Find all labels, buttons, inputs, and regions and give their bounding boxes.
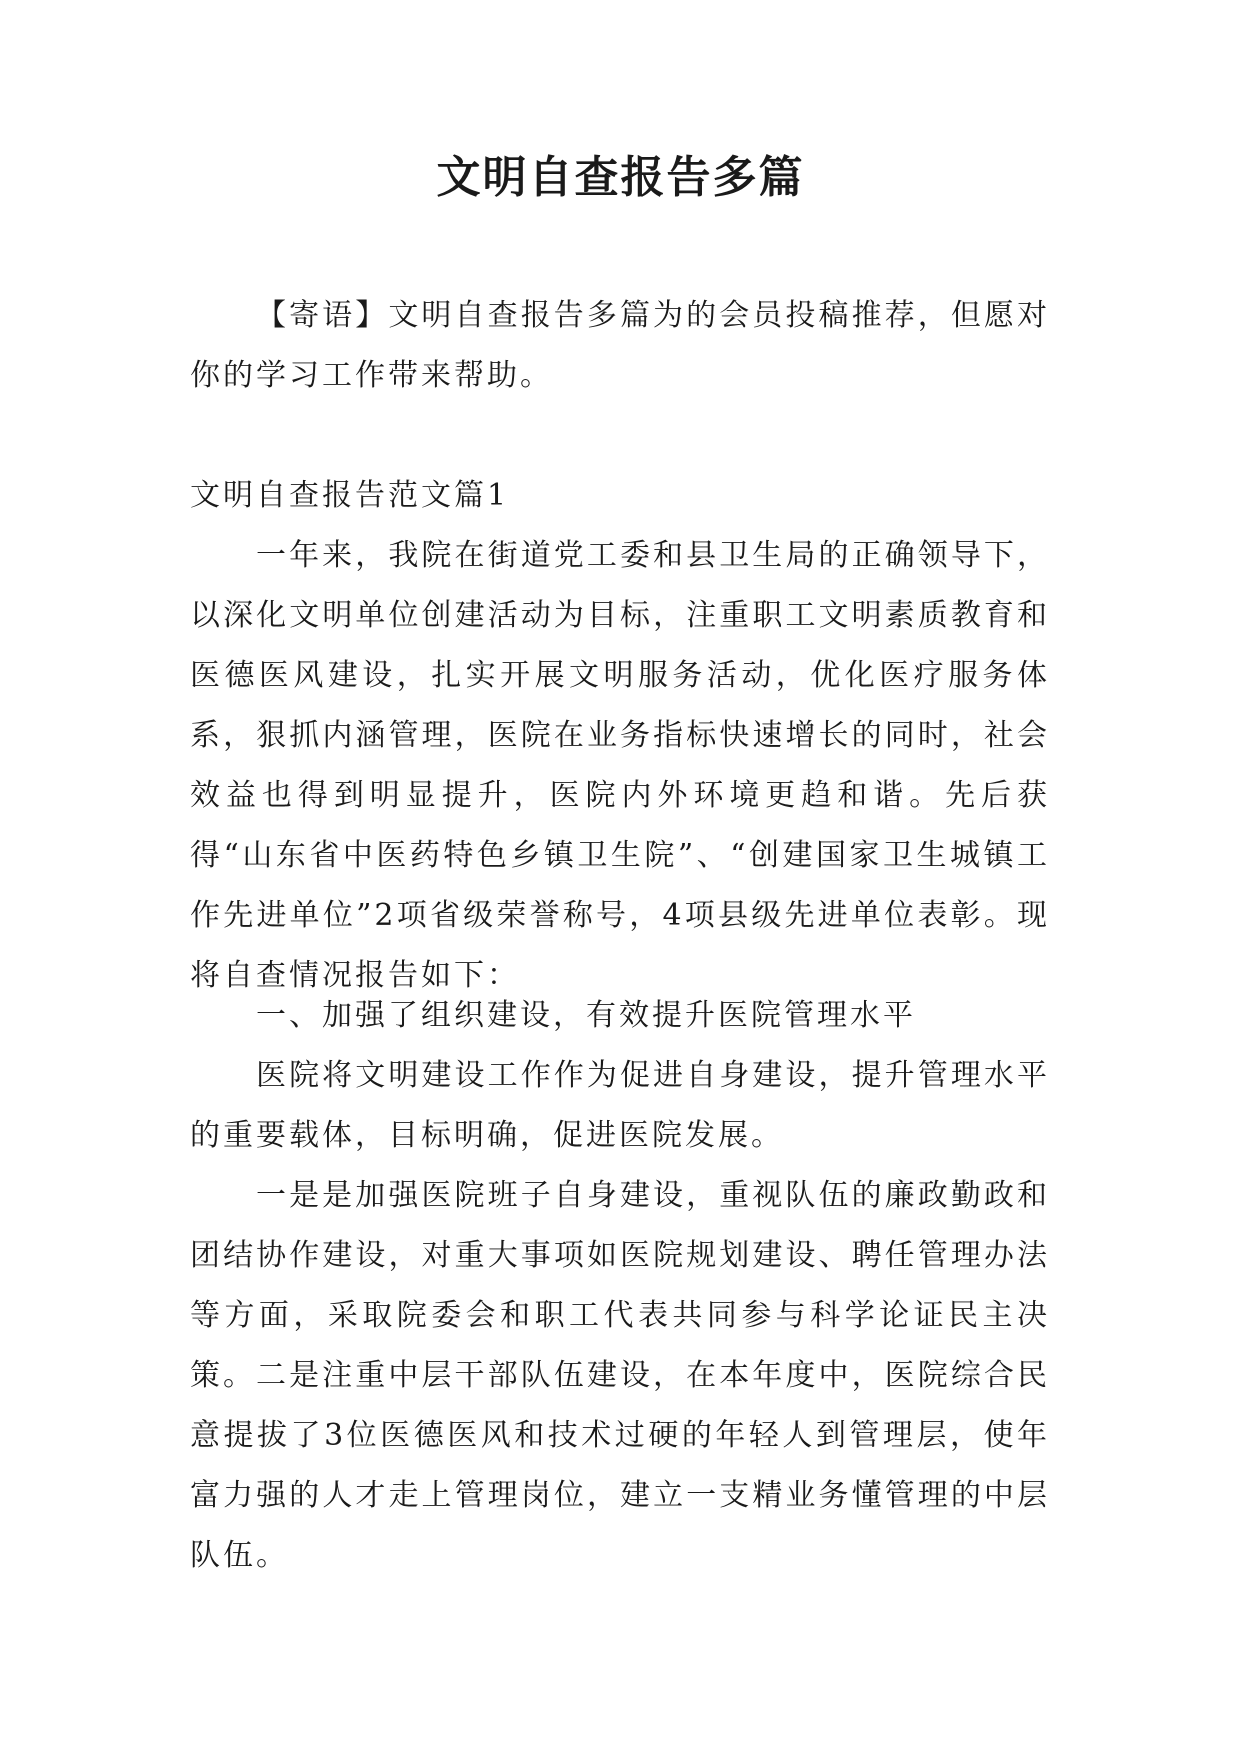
body-paragraph-1: 一年来，我院在街道党工委和县卫生局的正确领导下，以深化文明单位创建活动为目标，注重职工文明素质教育和医德医风建设，扎实开展文明服务活动，优化医疗服务体系，狠抓内涵管理，医院在业务指标快速增长的同时，社会效益也得到明显提升，医院内外环境更趋和谐。先后获得“山东省中医药特色乡镇卫生院”、“创建国家卫生城镇工作先进单位”2项省级荣誉称号，4项县级先进单位表彰。现将自查情况报告如下：: [190, 538, 1050, 993]
document-title: 文明自查报告多篇: [436, 152, 805, 203]
body-paragraph-2: 医院将文明建设工作作为促进自身建设，提升管理水平的重要载体，目标明确，促进医院发展。: [190, 1058, 1050, 1153]
intro-paragraph: 【寄语】文明自查报告多篇为的会员投稿推荐，但愿对你的学习工作带来帮助。: [190, 298, 1050, 393]
body-paragraph-3: 一是是加强医院班子自身建设，重视队伍的廉政勤政和团结协作建设，对重大事项如医院规划建设、聘任管理办法等方面，采取院委会和职工代表共同参与科学论证民主决策。: [190, 1178, 1050, 1393]
section-heading: 文明自查报告范文篇1: [190, 478, 510, 513]
body-paragraph-4: 二是注重中层干部队伍建设，在本年度中，医院综合民意提拔了3位医德医风和技术过硬的年轻人到管理层，使年富力强的人才走上管理岗位，建立一支精业务懂管理的中层队伍。: [190, 1358, 1050, 1573]
subheading-1: 一、加强了组织建设，有效提升医院管理水平: [256, 998, 916, 1033]
